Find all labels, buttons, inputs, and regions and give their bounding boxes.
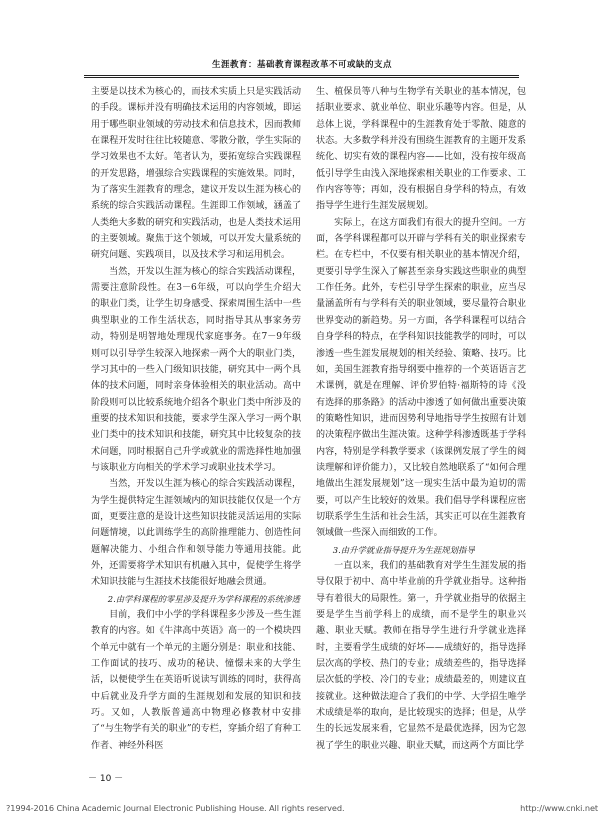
copyright-notice: ?1994-2016 China Academic Journal Electronic Publishing House. All rights reserved. — [6, 803, 345, 813]
page-number: － 10 － — [88, 774, 124, 784]
left-column — [91, 84, 301, 754]
footer — [6, 803, 598, 813]
right-column — [316, 84, 526, 754]
footer-url[interactable]: http://www.cnki.net — [520, 803, 598, 813]
running-header: 生涯教育：基础教育课程改革不可或缺的支点 — [211, 60, 392, 70]
paragraph: 主要是以技术为核心的，而技术实质上只是实践活动的手段。课标并没有明确技术运用的内容领域，即运用于哪些职业领域的劳动技术和信息技术，因而教师在课程开发时往往比较随意、零散分散，学生实际的学习效果也不太好。笔者认为，要拓宽综合实践课程的开发思路，增强综合实践课程的实施效果。同时，为了落实生涯教育的理念，建议开发以生涯为核心的系统的综合实践活动课程。生涯即工作领域，涵盖了人类绝大多数的研究和实践活动，也是人类技术运用的主要领域。聚焦于这个领域，可以开发大量系统的研究问题、实践项目，以及技术学习和运用机会。 — [91, 87, 301, 261]
header-rule-top — [84, 75, 519, 76]
section-heading: 2.由学科课程的零星涉及提升为学科课程的系统渗透 — [107, 593, 301, 604]
paragraph: 目前，我们中小学的学科课程多少涉及一些生涯教育的内容。如《牛津高中英语》高一的一个模块四个单元中就有一个单元的主题分别是：职业和技能、工作面试的技巧、成功的秘诀、憧憬未来的大学生活，以便使学生在英语听说读写训练的同时，获得高中后就业及升学方面的生涯规划和发展的知识和技巧。又如，人教版普通高中物理必修教材中安排了“与生物学有关的职业”的专栏，穿插介绍了育种工作者、神经外科医 — [91, 610, 301, 751]
paragraph: 实际上，在这方面我们有很大的提升空间。一方面，各学科课程都可以开辟与学科有关的职业探索专栏。在专栏中，不仅要有相关职业的基本情况介绍，更要引导学生深入了解甚至亲身实践这些职业的典型工作任务。此外，专栏引导学生探索的职业，应当尽量涵盖所有与学科有关的职业领域，要尽量符合职业世界变动的新趋势。另一方面，各学科课程可以结合自身学科的特点，在学科知识技能教学的同时，可以渗透一些生涯发展规划的相关经验、策略、技巧。比如，美国生涯教育指导纲要中推荐的一个英语语言艺术课例，就是在理解、评价罗伯特·福斯特的诗《没有选择的那条路》的活动中渗透了如何做出重要决策的策略性知识，进而因势利导地指导学生按照有计划的决策程序做出生涯决策。这种学科渗透既基于学科内容，特别是学科教学要求（该课例发展了学生的阅读理解和评价能力），又比较自然地联系了“如何合理地做出生涯发展规划”这一现实生活中最为迫切的需要，可以产生比较好的效果。我们倡导学科课程应密切联系学生生活和社会生活，其实正可以在生涯教育领域做一些深入而细致的工作。 — [316, 217, 526, 539]
header-rule-bottom — [84, 77, 519, 78]
paragraph: 当然，开发以生涯为核心的综合实践活动课程，需要注意阶段性。在3－6年级，可以向学生介绍大的职业门类，让学生切身感受、探索周围生活中一些典型职业的工作生活状态，同时指导其从事家务劳动，特别是明智地处理现代家庭事务。在7－9年级则可以引导学生较深入地探索一两个大的职业门类，学习其中的一些入门级知识技能，研究其中一两个具体的技术问题，同时亲身体验相关的职业活动。高中阶段则可以比较系统地介绍各个职业门类中所涉及的重要的技术知识和技能，要求学生深入学习一两个职业门类中的技术知识和技能，研究其中比较复杂的技术问题，同时根据自己升学或就业的需选择性地加强与该职业方向相关的学术学习或职业技术学习。 — [91, 266, 301, 473]
paragraph: 一直以来，我们的基础教育对学生生涯发展的指导仅限于初中、高中毕业前的升学就业指导。这种指导有着很大的局限性。第一，升学就业指导的依据主要是学生当前学科上的成绩，而不是学生的职业兴趣、职业天赋。教师在指导学生进行升学就业选择时，主要看学生成绩的好坏——成绩好的，指导选择层次高的学校、热门的专业；成绩差些的，指导选择层次低的学校、冷门的专业；成绩最差的，则建议直接就业。这种做法迎合了我们的中学、大学招生唯学术成绩是举的取向，是比较现实的选择；但是，从学生的长远发展来看，它显然不是最优选择，因为它忽视了学生的职业兴趣、职业天赋，而这两个方面比学 — [316, 560, 526, 751]
paragraph: 当然，开发以生涯为核心的综合实践活动课程，为学生提供特定生涯领域内的知识技能仅仅是一个方面，更要注意的是设计这些知识技能灵活运用的实际问题情境，以此训练学生的高阶推理能力、创造性问题解决能力、小组合作和领导能力等通用技能。此外，还需要将学术知识有机融入其中，促使学生将学术知识技能与生涯技术技能很好地融会贯通。 — [91, 479, 301, 588]
paragraph: 生、植保员等八种与生物学有关职业的基本情况，包括职业要求、就业单位、职业乐趣等内容。但是，从总体上说，学科课程中的生涯教育处于零散、随意的状态。大多数学科并没有围绕生涯教育的主题开发系统化、切实有效的课程内容——比如，没有按年级高低引导学生由浅入深地探索相关职业的工作要求、工作内容等等；再如，没有根据自身学科的特点，有效指导学生进行生涯发展规划。 — [316, 87, 526, 212]
section-heading: 3.由升学就业指导提升为生涯规划指导 — [332, 544, 475, 555]
